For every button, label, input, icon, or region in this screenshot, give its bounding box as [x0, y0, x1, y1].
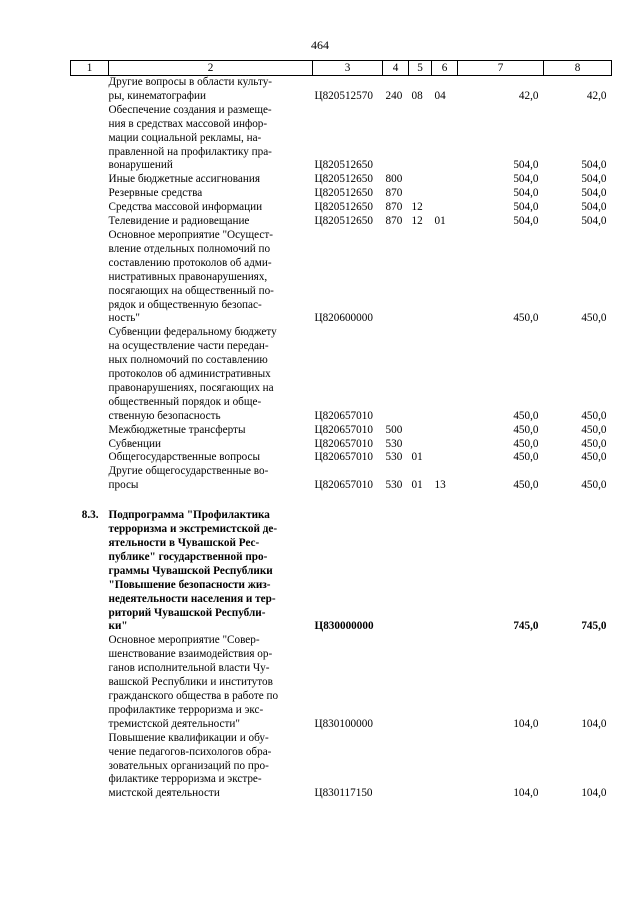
- row-name-line: Субвенции: [108, 437, 161, 450]
- row-number: [71, 465, 109, 493]
- expense-type-code: 870: [385, 215, 403, 228]
- row-name-line: общественный порядок и обще-: [108, 395, 262, 408]
- classification-code: Ц820657010: [314, 437, 373, 450]
- amount-column-7: 504,0: [513, 173, 539, 186]
- column-number-header: [71, 61, 612, 76]
- table-row: [71, 634, 612, 731]
- table-row: [71, 451, 612, 465]
- amount-column-8: 450,0: [581, 423, 607, 436]
- section-code: [409, 173, 432, 187]
- row-number: [71, 229, 109, 326]
- row-name-line: вление отдельных полномочий по: [108, 242, 271, 255]
- row-name: [109, 201, 313, 215]
- column-number: 1: [71, 61, 109, 76]
- expense-type-code: [383, 229, 409, 326]
- row-name: [109, 634, 313, 731]
- subsection-code: 01: [434, 215, 446, 228]
- page-number: 464: [311, 38, 329, 52]
- row-name-line: составлению протоколов об адми-: [108, 256, 272, 269]
- row-name-line: посягающих на общественный по-: [108, 284, 274, 297]
- row-number: [71, 634, 109, 731]
- row-number: [71, 424, 109, 438]
- amount-column-7: 450,0: [513, 479, 539, 492]
- amount-column-8: 42,0: [586, 89, 607, 102]
- section-code: 12: [411, 215, 423, 228]
- row-name-line: ных полномочий по составлению: [108, 354, 268, 367]
- row-name-line: правленной на профилактику пра-: [108, 145, 272, 158]
- row-name: [109, 451, 313, 465]
- classification-code: Ц820512650: [314, 187, 373, 200]
- row-number: [71, 732, 109, 802]
- row-name-line: нистративных правонарушениях,: [108, 270, 268, 283]
- subsection-code: [432, 438, 458, 452]
- expense-type-code: 530: [385, 437, 403, 450]
- amount-column-7: 745,0: [513, 620, 539, 633]
- row-name-line: чение педагогов-психологов обра-: [108, 745, 272, 758]
- row-name-line: ность": [108, 312, 140, 325]
- row-name-line: Субвенции федеральному бюджету: [108, 326, 277, 339]
- classification-code: Ц820657010: [314, 479, 373, 492]
- expense-type-code: 240: [385, 89, 403, 102]
- section-code: 01: [411, 451, 423, 464]
- table-row: [71, 215, 612, 229]
- subsection-code: [432, 424, 458, 438]
- classification-code: Ц820657010: [314, 409, 373, 422]
- amount-column-7: 450,0: [513, 312, 539, 325]
- row-name: [109, 493, 313, 634]
- row-name: [109, 732, 313, 802]
- section-code: [409, 732, 432, 802]
- subsection-code: [432, 104, 458, 174]
- row-name-line: вонарушений: [108, 159, 173, 172]
- row-name-line: на осуществление части передан-: [108, 340, 269, 353]
- table-row: [71, 493, 612, 634]
- row-name-line: тремистской деятельности": [108, 717, 240, 730]
- subsection-code: 13: [434, 479, 446, 492]
- row-name-line: публике" государственной про-: [108, 550, 268, 563]
- row-name-line: вашской Республики и институтов: [108, 676, 273, 689]
- table-row: [71, 424, 612, 438]
- section-code: [409, 493, 432, 634]
- row-name-line: Другие общегосударственные во-: [108, 465, 269, 478]
- expense-type-code: [383, 104, 409, 174]
- amount-column-7: 450,0: [513, 409, 539, 422]
- subsection-code: [432, 326, 458, 423]
- table-row: [71, 438, 612, 452]
- row-name: [109, 187, 313, 201]
- column-number: 7: [458, 61, 544, 76]
- expense-type-code: [383, 493, 409, 634]
- amount-column-7: 504,0: [513, 159, 539, 172]
- section-code: [409, 229, 432, 326]
- row-name-line: профилактике терроризма и экс-: [108, 703, 264, 716]
- amount-column-8: 104,0: [581, 787, 607, 800]
- classification-code: Ц820512650: [314, 159, 373, 172]
- table-row: [71, 104, 612, 174]
- subsection-code: 04: [434, 89, 446, 102]
- amount-column-7: 450,0: [513, 437, 539, 450]
- amount-column-8: 504,0: [581, 187, 607, 200]
- amount-column-8: 450,0: [581, 451, 607, 464]
- subsection-code: [432, 493, 458, 634]
- section-code: [409, 187, 432, 201]
- row-name-line: гражданского общества в работе по: [108, 689, 279, 702]
- amount-column-8: 450,0: [581, 312, 607, 325]
- section-code: 08: [411, 89, 423, 102]
- row-name: [109, 424, 313, 438]
- row-name-line: правонарушениях, посягающих на: [108, 381, 274, 394]
- row-name-line: протоколов об административных: [108, 368, 271, 381]
- subsection-code: [432, 201, 458, 215]
- section-code: 12: [411, 201, 423, 214]
- amount-column-7: 504,0: [513, 201, 539, 214]
- row-name-line: граммы Чувашской Республики: [108, 564, 273, 577]
- subsection-code: [432, 173, 458, 187]
- column-number: 4: [383, 61, 409, 76]
- amount-column-8: 504,0: [581, 215, 607, 228]
- column-number: 6: [432, 61, 458, 76]
- row-name: [109, 76, 313, 104]
- row-name-line: терроризма и экстремистской де-: [108, 523, 278, 536]
- subsection-code: [432, 732, 458, 802]
- row-name-line: недеятельности населения и тер-: [108, 592, 276, 605]
- expense-type-code: [383, 732, 409, 802]
- classification-code: Ц820512570: [314, 89, 373, 102]
- expense-type-code: 530: [385, 479, 403, 492]
- row-number: [71, 76, 109, 104]
- row-number: [71, 451, 109, 465]
- classification-code: Ц820600000: [314, 312, 373, 325]
- row-name-line: ния в средствах массовой инфор-: [108, 117, 268, 130]
- amount-column-8: 504,0: [581, 159, 607, 172]
- row-number: [71, 201, 109, 215]
- section-code: [409, 104, 432, 174]
- row-name-line: шенствование взаимодействия ор-: [108, 648, 273, 661]
- table-row: [71, 173, 612, 187]
- row-number: [71, 438, 109, 452]
- amount-column-7: 504,0: [513, 215, 539, 228]
- row-number: [71, 173, 109, 187]
- row-name-line: риторий Чувашской Республи-: [108, 606, 266, 619]
- table-row: [71, 76, 612, 104]
- table-row: [71, 229, 612, 326]
- column-number: 5: [409, 61, 432, 76]
- row-name-line: ганов исполнительной власти Чу-: [108, 662, 270, 675]
- amount-column-8: 104,0: [581, 717, 607, 730]
- amount-column-8: 504,0: [581, 173, 607, 186]
- classification-code: Ц820512650: [314, 215, 373, 228]
- row-name: [109, 326, 313, 423]
- amount-column-7: 104,0: [513, 717, 539, 730]
- section-code: 01: [411, 479, 423, 492]
- row-name-line: мистской деятельности: [108, 787, 220, 800]
- section-code: [409, 424, 432, 438]
- row-name-line: Телевидение и радиовещание: [108, 215, 250, 228]
- subsection-code: [432, 187, 458, 201]
- row-name-line: ятельности в Чувашской Рес-: [108, 537, 260, 549]
- subsection-code: [432, 451, 458, 465]
- row-name-line: просы: [108, 479, 139, 492]
- amount-column-8: 450,0: [581, 409, 607, 422]
- classification-code: Ц820512650: [314, 173, 373, 186]
- amount-column-8: 450,0: [581, 437, 607, 450]
- row-name-line: зовательных организаций по про-: [108, 759, 269, 772]
- row-name: [109, 173, 313, 187]
- row-name-line: ры, кинематографии: [108, 89, 206, 102]
- subsection-code: [432, 229, 458, 326]
- row-name-line: Другие вопросы в области культу-: [108, 76, 273, 88]
- expense-type-code: 870: [385, 187, 403, 200]
- row-name-line: Основное мероприятие "Совер-: [108, 634, 260, 647]
- classification-code: Ц820657010: [314, 423, 373, 436]
- amount-column-7: 450,0: [513, 451, 539, 464]
- expense-type-code: 870: [385, 201, 403, 214]
- amount-column-8: 450,0: [581, 479, 607, 492]
- expense-type-code: 530: [385, 451, 403, 464]
- row-name-line: ственную безопасность: [108, 409, 221, 422]
- row-name-line: Средства массовой информации: [108, 201, 263, 214]
- budget-table: [70, 60, 612, 801]
- section-code: [409, 634, 432, 731]
- row-name: [109, 465, 313, 493]
- amount-column-7: 104,0: [513, 787, 539, 800]
- expense-type-code: 800: [385, 173, 403, 186]
- row-name-line: мации социальной рекламы, на-: [108, 131, 262, 144]
- row-name-line: Резервные средства: [108, 187, 203, 200]
- amount-column-8: 504,0: [581, 201, 607, 214]
- expense-type-code: [383, 326, 409, 423]
- row-name: [109, 104, 313, 174]
- table-row: [71, 326, 612, 423]
- row-number: [71, 104, 109, 174]
- row-name-line: Повышение квалификации и обу-: [108, 731, 269, 744]
- row-name-line: филактике терроризма и экстре-: [108, 773, 262, 786]
- column-number: 2: [109, 61, 313, 76]
- classification-code: Ц830117150: [314, 787, 373, 800]
- classification-code: Ц830100000: [314, 717, 373, 730]
- expense-type-code: [383, 634, 409, 731]
- row-name: [109, 438, 313, 452]
- row-name-line: Обеспечение создания и размеще-: [108, 103, 272, 116]
- section-code: [409, 326, 432, 423]
- row-name-line: "Повышение безопасности жиз-: [108, 578, 271, 591]
- expense-type-code: 500: [385, 423, 403, 436]
- section-code: [409, 438, 432, 452]
- classification-code: Ц830000000: [314, 620, 374, 633]
- row-number: [71, 187, 109, 201]
- table-row: [71, 201, 612, 215]
- row-name-line: Межбюджетные трансферты: [108, 423, 246, 436]
- classification-code: Ц820657010: [314, 451, 373, 464]
- column-number: 3: [313, 61, 383, 76]
- row-name-line: ки": [108, 620, 128, 633]
- table-row: [71, 732, 612, 802]
- classification-code: Ц820512650: [314, 201, 373, 214]
- column-number: 8: [544, 61, 612, 76]
- table-row: [71, 187, 612, 201]
- row-number: 8.3.: [81, 509, 99, 522]
- row-number: [71, 215, 109, 229]
- subsection-code: [432, 634, 458, 731]
- amount-column-7: 450,0: [513, 423, 539, 436]
- table-row: [71, 465, 612, 493]
- amount-column-7: 42,0: [518, 89, 539, 102]
- row-name-line: рядок и общественную безопас-: [108, 298, 262, 311]
- row-number: [71, 326, 109, 423]
- amount-column-7: 504,0: [513, 187, 539, 200]
- row-name-line: Общегосударственные вопросы: [108, 451, 261, 464]
- row-name-line: Основное мероприятие "Осущест-: [108, 228, 273, 241]
- row-name-line: Иные бюджетные ассигнования: [108, 173, 260, 186]
- amount-column-8: 745,0: [581, 620, 607, 633]
- row-name: [109, 215, 313, 229]
- row-name-line: Подпрограмма "Профилактика: [108, 509, 270, 522]
- row-name: [109, 229, 313, 326]
